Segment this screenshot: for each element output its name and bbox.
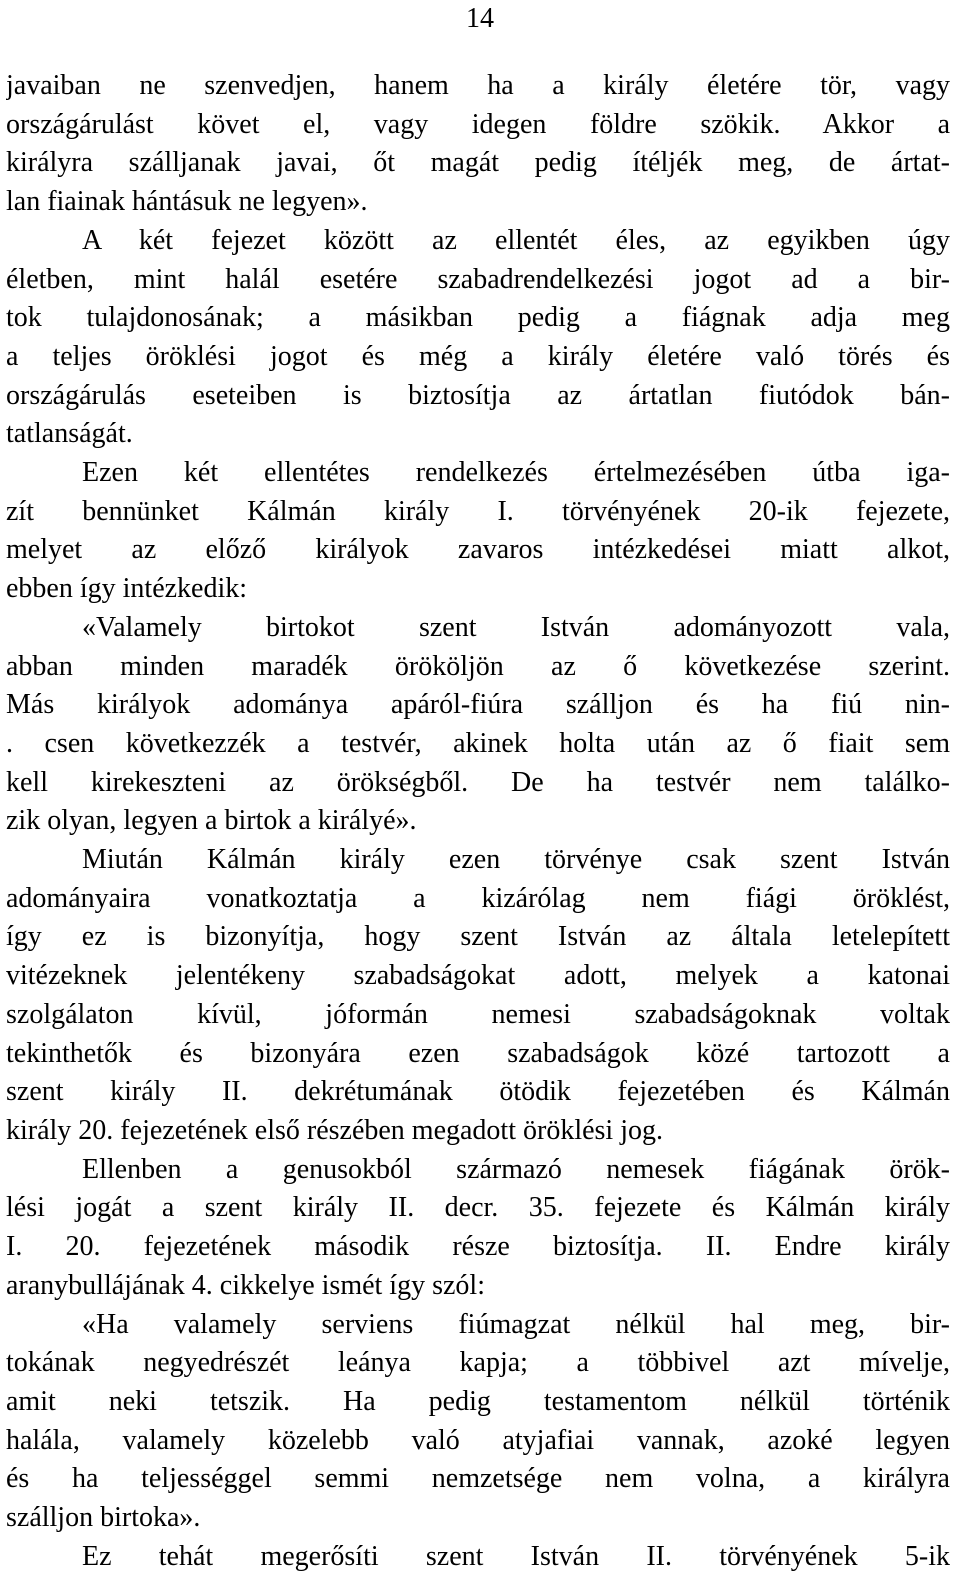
text-line: királyra szálljanak javai, őt magát pedig ítéljék meg, de ártat- <box>6 147 950 179</box>
text-line: szálljon birtoka». <box>6 1502 201 1534</box>
text-line: Ez tehát megerősíti szent István II. törvényének 5-ik <box>82 1540 950 1572</box>
text-line: Más királyok adománya apáról-fiúra szálljon és ha fiú nin- <box>6 689 950 721</box>
text-line: így ez is bizonyítja, hogy szent István az általa letelepített <box>6 921 950 953</box>
text-line: országárulást követ el, vagy idegen földre szökik. Akkor a <box>6 108 950 140</box>
text-line: melyet az előző királyok zavaros intézkedései miatt alkot, <box>6 534 950 566</box>
text-line: halála, valamely közelebb való atyjafiai vannak, azoké legyen <box>6 1424 950 1456</box>
text-line: zít bennünket Kálmán király I. törvényének 20-ik fejezete, <box>6 495 950 527</box>
page-number: 14 <box>466 3 494 34</box>
text-line: javaiban ne szenvedjen, hanem ha a király életére tör, vagy <box>6 70 950 101</box>
text-line: tatlanságát. <box>6 418 133 450</box>
text-line: tok tulajdonosának; a másikban pedig a fiágnak adja meg <box>6 302 950 334</box>
text-line: ebben így intézkedik: <box>6 573 248 605</box>
text-line: tekinthetők és bizonyára ezen szabadságok közé tartozott a <box>6 1037 950 1069</box>
text-line: életben, mint halál esetére szabadrendelkezési jogot ad a bir- <box>6 263 950 295</box>
text-line: zik olyan, legyen a birtok a királyé». <box>6 805 417 837</box>
text-line: a teljes öröklési jogot és még a király életére való törés és <box>6 340 950 372</box>
text-line: király 20. fejezetének első részében megadott öröklési jog. <box>6 1114 663 1146</box>
text-line: vitézeknek jelentékeny szabadságokat adott, melyek a katonai <box>6 960 950 992</box>
text-line: Miután Kálmán király ezen törvénye csak szent István <box>82 844 950 876</box>
text-line: és ha teljességgel semmi nemzetsége nem volna, a királyra <box>6 1463 950 1495</box>
text-line: . csen következzék a testvér, akinek holta után az ő fiait sem <box>6 727 950 759</box>
text-line: szent király II. dekrétumának ötödik fejezetében és Kálmán <box>6 1076 950 1108</box>
text-line: I. 20. fejezetének második része biztosítja. II. Endre király <box>6 1231 950 1263</box>
text-line: kell kirekeszteni az örökségből. De ha testvér nem találko- <box>6 766 950 798</box>
text-line: amit neki tetszik. Ha pedig testamentom nélkül történik <box>6 1385 950 1417</box>
body-text <box>6 67 950 1576</box>
text-line: adományaira vonatkoztatja a kizárólag nem fiági öröklést, <box>6 882 950 914</box>
text-line: országárulás eseteiben is biztosítja az ártatlan fiutódok bán- <box>6 379 950 411</box>
text-line: Ezen két ellentétes rendelkezés értelmezésében útba iga- <box>82 457 950 489</box>
text-line: «Ha valamely serviens fiúmagzat nélkül hal meg, bir- <box>82 1308 950 1340</box>
text-line: tokának negyedrészét leánya kapja; a többivel azt mívelje, <box>6 1347 950 1379</box>
text-line: szolgálaton kívül, jóformán nemesi szabadságoknak voltak <box>6 998 950 1030</box>
text-line: aranybullájának 4. cikkelye ismét így szól: <box>6 1269 485 1301</box>
text-line: lési jogát a szent király II. decr. 35. fejezete és Kálmán király <box>6 1192 950 1224</box>
text-line: Ellenben a genusokból származó nemesek fiágának örök- <box>82 1153 950 1185</box>
text-line: lan fiainak hántásuk ne legyen». <box>6 186 368 218</box>
text-line: abban minden maradék örököljön az ő következése szerint. <box>6 650 950 682</box>
text-line: «Valamely birtokot szent István adományozott vala, <box>82 611 950 643</box>
text-line: A két fejezet között az ellentét éles, az egyikben úgy <box>82 224 950 256</box>
